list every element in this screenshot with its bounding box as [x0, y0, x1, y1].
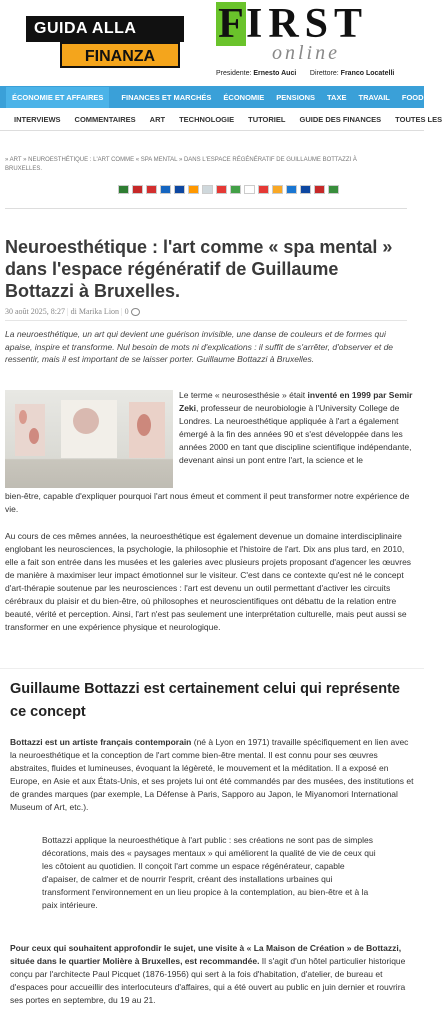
first-online-logo[interactable]: [216, 2, 416, 66]
language-flag-icon[interactable]: [300, 185, 311, 194]
language-flag-icon[interactable]: [132, 185, 143, 194]
gallery-photo: [5, 390, 173, 488]
primary-nav: [0, 86, 424, 108]
nav-art[interactable]: ART: [149, 114, 166, 124]
blockquote: Bottazzi applique la neuroesthétique à l'art public : ses créations ne sont pas de simples décorations, mais des « paysages mentaux » qui améliorent la qualité de vie de ceux qui les côtoient au quotidien. Il conçoit l'art comme un espace régénérateur, capable d'apaiser, de calmer et de nourrir l'esprit, créant des installations urbaines qui transforment l'environnement en un lieu propice à la contemplation, au bien-être et à la paix intérieure.: [42, 835, 376, 910]
article-date: 30 août 2025, 8:27: [5, 307, 65, 316]
paragraph: bien-être, capable d'expliquer pourquoi l'art nous émeut et comment il peut transformer notre expérience de vie.: [5, 491, 410, 514]
logo-left-line2: FINANZA: [60, 42, 180, 68]
language-flag-icon[interactable]: [202, 185, 213, 194]
article-intro: La neuroesthétique, un art qui devient une guérison invisible, une danse de couleurs et de formes qui apaise, inspire et transforme. Nul besoin de mots ni d'explications : il suffit de s'arrêter, d'observer et de ressentir, mais il est important de se laisser porter. Guillaume Bottazzi à Bruxelles.: [5, 329, 394, 364]
nav-tutoriel[interactable]: TUTORIEL: [248, 114, 286, 124]
nav-travail[interactable]: TRAVAIL: [358, 92, 390, 102]
nav-toutes-les[interactable]: TOUTES LES: [395, 114, 442, 124]
section-heading: Guillaume Bottazzi est certainement celui qui représente ce concept: [10, 681, 400, 720]
comment-icon[interactable]: [131, 308, 140, 316]
breadcrumb[interactable]: » ART » NEUROESTHÉTIQUE : L'ART COMME « SPA MENTAL » DANS L'ESPACE RÉGÉNÉRATIF DE GUILLAUME BOTTAZZI À BRUXELLES.: [5, 157, 357, 172]
language-flag-icon[interactable]: [146, 185, 157, 194]
editorial-credits: Presidente: Ernesto Auci Direttore: Franco Locatelli: [216, 70, 395, 77]
paragraph: Pour ceux qui souhaitent approfondir le sujet, une visite à « La Maison de Création » de Bottazzi, située dans le quartier Molière à Bruxelles, est recommandée. Il s'agit d'un hôtel particulier historique conçu par l'architecte Paul Picquet (1876-1956) qui sert à la fois d'habitation, d'atelier, de bureau et d'espaces pour accueillir des interlocuteurs d'affaires, qui a été ouvert au public en juin dernier et rouvrira ses portes en septembre, du 19 au 21.: [10, 943, 406, 1005]
language-flag-icon[interactable]: [286, 185, 297, 194]
paragraph: Bottazzi est un artiste français contemporain (né à Lyon en 1971) travaille spécifiquement en lien avec la neuroesthétique et la conception de l'art comme bien-être mental. Il est connu pour ses œuvres abstraites, fluides et lumineuses, évoquant la légèreté, le mouvement et la méditation. Il a exposé en Europe, en Asie et aux États-Unis, et ses projets lui ont été commandés par des musées, des institutions et de grandes marques (par exemple, La Défense à Paris, Sapporo au Japon, le Miyanomori International Museum of Art, etc.).: [10, 737, 414, 812]
article-author[interactable]: di Marika Lion: [70, 307, 120, 316]
nav-economie[interactable]: ÉCONOMIE: [223, 92, 265, 102]
language-flag-icon[interactable]: [188, 185, 199, 194]
divider: [5, 208, 407, 209]
nav-food[interactable]: FOOD: [401, 92, 424, 102]
nav-guide-des-finances[interactable]: GUIDE DES FINANCES: [299, 114, 382, 124]
language-flag-icon[interactable]: [272, 185, 283, 194]
nav-pensions[interactable]: PENSIONS: [276, 92, 316, 102]
article-title: Neuroesthétique : l'art comme « spa mental » dans l'espace régénératif de Guillaume Bottazzi à Bruxelles.: [5, 237, 393, 301]
divider: [5, 320, 407, 321]
logo-left-line1: GUIDA ALLA: [26, 16, 184, 42]
nav-commentaires[interactable]: COMMENTAIRES: [74, 114, 136, 124]
logo-rest: IRST: [246, 1, 369, 47]
language-flag-icon[interactable]: [314, 185, 325, 194]
language-flag-icon[interactable]: [118, 185, 129, 194]
logo-online: online: [272, 42, 340, 64]
language-flag-icon[interactable]: [258, 185, 269, 194]
paragraph: Au cours de ces mêmes années, la neuroesthétique est également devenue un domaine interdisciplinaire englobant les neurosciences, la psychologie, la philosophie et l'histoire de l'art. Dix ans plus tard, en 2010, elle a fait son entrée dans les musées et les galeries avec plusieurs projets proposant d'agencer les œuvres de manière à maximiser leur impact émotionnel sur le visiteur. C'est dans ce contexte qu'est né le concept d'art-thérapie soutenue par les neurosciences : l'art est devenu un outil permettant d'activer les circuits cérébraux du plaisir et du bien-être, où philosophes et neuroscientifiques ont débattu de la relation entre beauté, vérité et perception. Ainsi, l'art n'est pas seulement une interprétation culturelle, mais peut aussi se transformer en une expérience physique et neurologique.: [5, 531, 412, 632]
article-meta: 30 août 2025, 8:27 | di Marika Lion | 0: [5, 307, 140, 316]
paragraph: Le terme « neurosesthésie » était inventé en 1999 par Semir Zeki, professeur de neurobiologie à l'University College de Londres. La neuroesthétique appliquée à l'art a également émergé à la fin des années 90 et s'est développée dans les années 2000 en tant que discipline scientifique indépendante, devenant ainsi un pont entre l'art, la science et le: [179, 390, 413, 465]
language-flag-icon[interactable]: [160, 185, 171, 194]
language-flags: [118, 185, 342, 194]
secondary-nav: [0, 108, 442, 131]
nav-economie-et-affaires[interactable]: ÉCONOMIE ET AFFAIRES: [6, 87, 109, 108]
nav-finances-et-marches[interactable]: FINANCES ET MARCHÉS: [121, 92, 212, 102]
language-flag-icon[interactable]: [230, 185, 241, 194]
nav-technologie[interactable]: TECHNOLOGIE: [179, 114, 235, 124]
comment-count[interactable]: 0: [124, 307, 129, 316]
nav-taxe[interactable]: TAXE: [327, 92, 347, 102]
language-flag-icon[interactable]: [328, 185, 339, 194]
language-flag-icon[interactable]: [244, 185, 255, 194]
language-flag-icon[interactable]: [216, 185, 227, 194]
site-header: [0, 0, 424, 84]
logo-f-letter: F: [216, 2, 246, 46]
nav-interviews[interactable]: INTERVIEWS: [14, 114, 61, 124]
guida-alla-finanza-logo[interactable]: [26, 16, 186, 76]
language-flag-icon[interactable]: [174, 185, 185, 194]
